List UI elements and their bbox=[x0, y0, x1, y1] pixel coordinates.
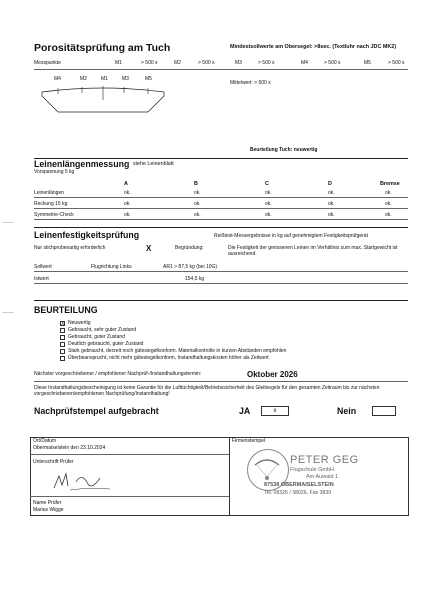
option-checkbox[interactable] bbox=[60, 342, 65, 347]
disclaimer: Diese Instandhaltungsbescheinigung ist keine Garantie für die Lufttüchtigkeit/Betriebssicherheit des Gleitsegels für den gesamten Zeitraum bis zur nächsten vorgeschriebenen/empfohlenen Nachprüfung/Instandhaltung! bbox=[34, 385, 380, 398]
target-ar1: AR1 > 87,5 kg (bei 10G) bbox=[163, 264, 218, 270]
strength-title: Leinenfestigkeitsprüfung bbox=[34, 230, 140, 240]
option-checkbox[interactable] bbox=[60, 349, 65, 354]
diagram-label-m4: M4 bbox=[54, 76, 61, 82]
row-divider bbox=[30, 496, 229, 497]
column-b: B bbox=[194, 181, 198, 187]
wing-diagram bbox=[38, 82, 168, 118]
next-inspection-date: Oktober 2026 bbox=[247, 370, 298, 379]
begruendung-text: Die Festigkeit der gerissenen Leinen im Verhältnis zum max. Startgewicht ist ausreichend. bbox=[228, 245, 398, 258]
row-divider bbox=[34, 381, 408, 382]
row-divider bbox=[34, 219, 408, 220]
lines-title: Leinenlängenmessung bbox=[34, 159, 130, 169]
option-checkbox[interactable] bbox=[60, 356, 65, 361]
option-label: Gebraucht, guter Zustand bbox=[68, 334, 125, 340]
row-divider bbox=[34, 197, 408, 198]
cell: ok. bbox=[265, 201, 272, 207]
flight-direction: Flugrichtung Links bbox=[91, 264, 132, 270]
point-m2-name: M2 bbox=[174, 60, 181, 66]
point-m5-value: > 500 s bbox=[388, 60, 405, 66]
cell: ok. bbox=[328, 190, 335, 196]
porosity-mean: Mittelwert: > 500 s bbox=[230, 80, 271, 86]
option-label: Neuwertig bbox=[68, 320, 91, 326]
option-label: Überbeansprucht, nicht mehr gütesiegelkonform, Instandhaltungskosten höher als Zeitwert bbox=[68, 355, 269, 361]
inspector-name-value: Marius Wigge bbox=[33, 507, 64, 513]
stamp-applied-label: Nachprüfstempel aufgebracht bbox=[34, 406, 159, 416]
stamp-line: Flugschule GmbH bbox=[290, 467, 335, 473]
cell: ok. bbox=[194, 201, 201, 207]
point-m4-value: > 500 s bbox=[324, 60, 341, 66]
cell: ok. bbox=[124, 201, 131, 207]
nein-label: Nein bbox=[337, 406, 357, 416]
ja-label: JA bbox=[239, 406, 251, 416]
messpunkte-label: Messpunkte bbox=[34, 60, 61, 66]
porosity-min-note: Mindestsollwerte am Obersegel: >8sec. (Textluhr nach JDC MK2) bbox=[230, 44, 397, 50]
sample-label: Nur stichprobenartig erforderlich bbox=[34, 245, 106, 251]
option-checkbox[interactable]: X bbox=[61, 321, 65, 327]
stamp-name: PETER GEG bbox=[290, 454, 359, 466]
column-c: C bbox=[265, 181, 269, 187]
stamp-line: Am Auwald 1 bbox=[306, 474, 339, 480]
option-checkbox[interactable] bbox=[60, 328, 65, 333]
cell: ok. bbox=[124, 212, 131, 218]
signature-label: Unterschrift Prüfer bbox=[33, 459, 74, 465]
row-divider bbox=[34, 208, 408, 209]
option-label: Deutlich gebraucht, guter Zustand bbox=[68, 341, 144, 347]
column-d: D bbox=[328, 181, 332, 187]
row-label-lengths: Leinenlängen bbox=[34, 190, 65, 196]
begruendung-label: Begründung: bbox=[175, 245, 204, 251]
point-m2-value: > 500 s bbox=[198, 60, 215, 66]
sollwert-label: Sollwert bbox=[34, 264, 52, 270]
point-m3-value: > 500 s bbox=[258, 60, 275, 66]
option-checkbox[interactable] bbox=[60, 335, 65, 340]
row-divider bbox=[34, 271, 408, 272]
ort-datum-value: Obermaiselstein den 23.10.2024 bbox=[33, 445, 106, 451]
point-m4-name: M4 bbox=[301, 60, 308, 66]
cloth-assessment: Beurteilung Tuch: neuwertig bbox=[250, 147, 318, 153]
stamp-line: 87538 OBERMAISELSTEIN bbox=[264, 482, 334, 488]
next-inspection-label: Nächster vorgeschriebener / empfohlener Nachprüf-/Instandhaltungstermin: bbox=[34, 371, 202, 377]
row-label-symmetry: Symmetrie-Check bbox=[34, 212, 74, 218]
company-stamp-label: Firmenstempel bbox=[232, 438, 266, 444]
cell: ok. bbox=[124, 190, 131, 196]
column-bremse: Bremse bbox=[380, 181, 400, 187]
column-a: A bbox=[124, 181, 128, 187]
diagram-label-m5: M5 bbox=[145, 76, 152, 82]
diagram-label-m2: M2 bbox=[80, 76, 87, 82]
point-m5-name: M5 bbox=[364, 60, 371, 66]
section-divider-assessment bbox=[34, 300, 408, 301]
point-m1-value: > 500 s bbox=[141, 60, 158, 66]
nein-checkbox[interactable] bbox=[372, 406, 396, 416]
assessment-title: BEURTEILUNG bbox=[34, 305, 98, 315]
strength-note: Reißtest-Messergebnisse in kg auf genehmigtem Festigkeitsprüfgerät bbox=[214, 233, 368, 239]
inspector-signature bbox=[52, 468, 112, 494]
ort-datum-label: Ort/Datum bbox=[33, 438, 57, 444]
point-m1-name: M1 bbox=[115, 60, 122, 66]
row-label-stretch: Reckung 15 kg bbox=[34, 201, 68, 207]
punch-mark bbox=[2, 222, 14, 223]
inspector-name-label: Name Prüfer bbox=[33, 500, 62, 506]
sample-mark: X bbox=[146, 244, 152, 253]
ja-checkbox[interactable]: x bbox=[261, 406, 289, 416]
row-divider bbox=[34, 283, 408, 284]
cell: ok. bbox=[265, 190, 272, 196]
lines-title-suffix: siehe Leinenblatt bbox=[133, 161, 174, 167]
diagram-label-m3: M3 bbox=[122, 76, 129, 82]
porosity-divider bbox=[34, 69, 408, 70]
cell: ok. bbox=[265, 212, 272, 218]
punch-mark bbox=[2, 312, 14, 313]
row-divider bbox=[30, 454, 229, 455]
porosity-title: Porositätsprüfung am Tuch bbox=[34, 42, 171, 54]
section-divider-strength bbox=[34, 227, 408, 228]
pretension-label: Vorspannung 5 kg bbox=[34, 169, 75, 175]
cell: ok. bbox=[328, 212, 335, 218]
cell: ok. bbox=[385, 212, 392, 218]
diagram-label-m1: M1 bbox=[101, 76, 108, 82]
cell: ok. bbox=[194, 190, 201, 196]
paraglider-logo-icon bbox=[252, 455, 282, 483]
stamp-line: Tel. 08326 / 38026, Fax 3830 bbox=[264, 490, 332, 496]
signature-divider bbox=[229, 437, 230, 516]
option-label: Gebraucht, sehr guter Zustand bbox=[68, 327, 137, 333]
istwert-label: Istwert bbox=[34, 276, 49, 282]
cell: ok. bbox=[194, 212, 201, 218]
point-m3-name: M3 bbox=[235, 60, 242, 66]
istwert-value: 154,5 kg bbox=[185, 276, 205, 282]
cell: ok. bbox=[328, 201, 335, 207]
option-label: Stark gebraucht, derzeit noch gütesiegelkonform. Materialkontrolle in kurzen Abständen empfohlen bbox=[68, 348, 287, 354]
cell: ok. bbox=[385, 201, 392, 207]
cell: ok. bbox=[385, 190, 392, 196]
